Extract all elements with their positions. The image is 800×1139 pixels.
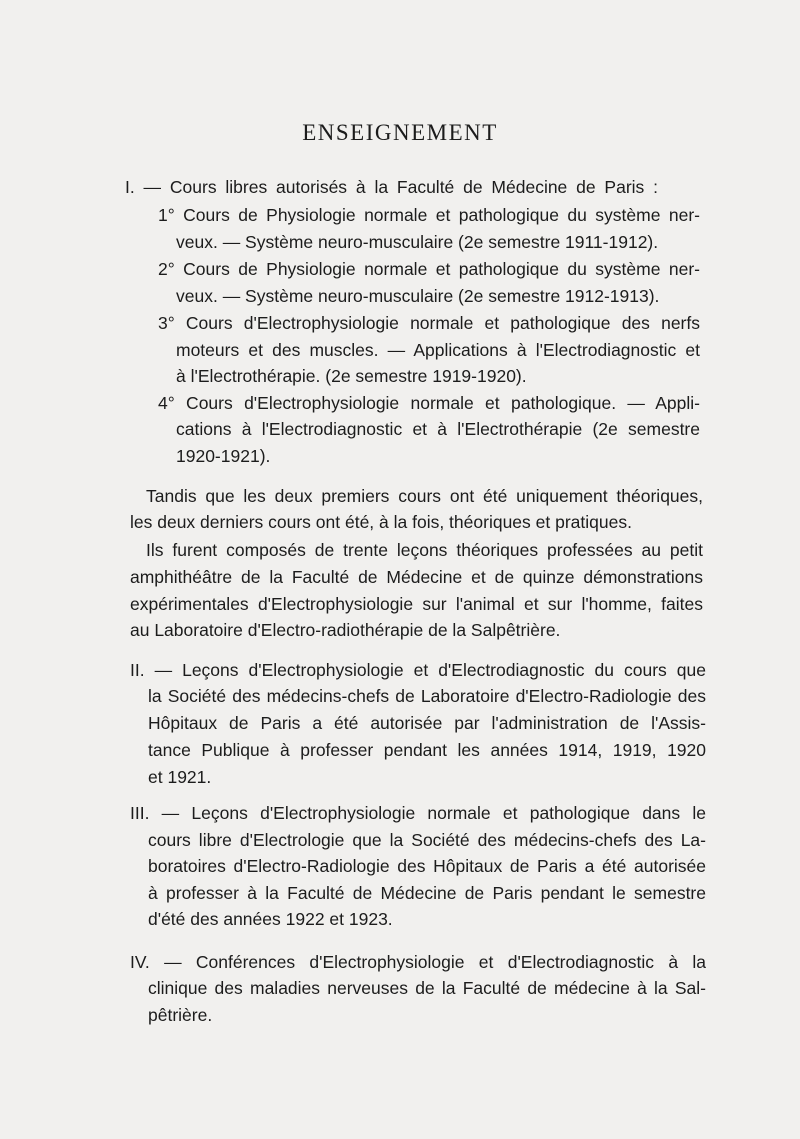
section-4-line-2: clinique des maladies nerveuses de la Faculté de médecine à la Sal- [148,978,706,998]
section-3-line-2: cours libre d'Electrologie que la Société des médecins-chefs des La- [148,830,706,850]
list-item-4-line-1: 4° Cours d'Electrophysiologie normale et pathologique. — Appli- [158,393,700,413]
section-3-line-1: III. — Leçons d'Electrophysiologie normale et pathologique dans le [130,803,706,823]
list-item-3-line-1: 3° Cours d'Electrophysiologie normale et pathologique des nerfs [158,313,700,333]
paragraph-1-line-1: Tandis que les deux premiers cours ont été uniquement théoriques, [146,486,703,506]
section-4-line-1: IV. — Conférences d'Electrophysiologie et d'Electrodiagnostic à la [130,952,706,972]
page-title: ENSEIGNEMENT [302,120,498,145]
list-item-1-line-1: 1° Cours de Physiologie normale et pathologique du système ner- [158,205,700,225]
section-2-line-5: et 1921. [148,767,212,787]
paragraph-2-line-3: expérimentales d'Electrophysiologie sur l'animal et sur l'homme, faites [130,594,703,614]
list-item-2-line-1: 2° Cours de Physiologie normale et pathologique du système ner- [158,259,700,279]
list-item-1-line-2: veux. — Système neuro-musculaire (2e semestre 1911-1912). [176,232,659,252]
paragraph-2-line-1: Ils furent composés de trente leçons théoriques professées au petit [146,540,703,560]
section-2-line-4: tance Publique à professer pendant les années 1914, 1919, 1920 [148,740,706,760]
list-item-3-line-2: moteurs et des muscles. — Applications à l'Electrodiagnostic et [176,340,700,360]
section-2-line-3: Hôpitaux de Paris a été autorisée par l'administration de l'Assis- [148,713,706,733]
paragraph-1-line-2: les deux derniers cours ont été, à la fois, théoriques et pratiques. [130,512,632,532]
section-2-line-2: la Société des médecins-chefs de Laboratoire d'Electro-Radiologie des [148,686,706,706]
section-1-intro: I. — Cours libres autorisés à la Faculté de Médecine de Paris : [125,177,658,197]
section-2-line-1: II. — Leçons d'Electrophysiologie et d'Electrodiagnostic du cours que [130,660,706,680]
list-item-4-line-3: 1920-1921). [176,446,271,466]
section-3-line-5: d'été des années 1922 et 1923. [148,909,393,929]
section-4-line-3: pêtrière. [148,1005,213,1025]
section-3-line-3: boratoires d'Electro-Radiologie des Hôpitaux de Paris a été autorisée [148,856,706,876]
list-item-4-line-2: cations à l'Electrodiagnostic et à l'Electrothérapie (2e semestre [176,419,700,439]
list-item-3-line-3: à l'Electrothérapie. (2e semestre 1919-1920). [176,366,527,386]
section-3-line-4: à professer à la Faculté de Médecine de Paris pendant le semestre [148,883,706,903]
paragraph-2-line-2: amphithéâtre de la Faculté de Médecine et de quinze démonstrations [130,567,703,587]
list-item-2-line-2: veux. — Système neuro-musculaire (2e semestre 1912-1913). [176,286,660,306]
paragraph-2-line-4: au Laboratoire d'Electro-radiothérapie de la Salpêtrière. [130,620,561,640]
